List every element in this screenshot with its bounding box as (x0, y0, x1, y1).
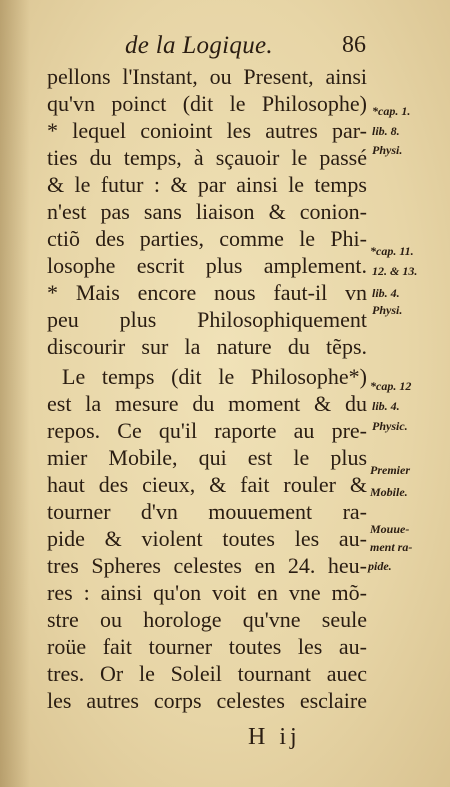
running-title: de la Logique. (125, 32, 273, 59)
page-number: 86 (342, 32, 366, 58)
text-line: discourir sur la nature du tẽps. (47, 334, 367, 359)
text-line: ties du temps, à sçauoir le passé (47, 145, 367, 170)
text-line: tourner d'vn mouuement ra- (47, 499, 367, 524)
text-line: peu plus Philosophiquement (47, 307, 367, 332)
margin-note: pide. (368, 559, 392, 573)
margin-note: Mouue- (370, 522, 410, 536)
margin-note: Physi. (372, 143, 403, 157)
page-gutter-shadow (0, 0, 30, 787)
margin-note: lib. 8. (372, 124, 400, 138)
margin-note: Physi. (372, 303, 403, 317)
text-line: tres Spheres celestes en 24. heu- (47, 553, 367, 578)
margin-note: ment ra- (370, 540, 413, 554)
text-line: est la mesure du moment & du (47, 391, 367, 416)
text-line: ctiõ des parties, comme le Phi- (47, 226, 367, 251)
text-line: stre ou horologe qu'vne seule (47, 607, 367, 632)
margin-note: lib. 4. (372, 399, 400, 413)
margin-note: lib. 4. (372, 286, 400, 300)
margin-note: *cap. 1. (372, 104, 411, 118)
margin-note: Mobile. (370, 485, 408, 499)
text-line: * Mais encore nous faut-il vn (47, 280, 367, 305)
text-line: * lequel conioint les autres par- (47, 118, 367, 143)
margin-note: Premier (370, 463, 410, 477)
text-line: n'est pas sans liaison & conion- (47, 199, 367, 224)
margin-note: 12. & 13. (372, 264, 418, 278)
text-line: Le temps (dit le Philosophe*) (62, 364, 367, 389)
running-header (0, 30, 450, 64)
text-line: haut des cieux, & fait rouler & (47, 472, 367, 497)
text-line: roüe fait tourner toutes les au- (47, 634, 367, 659)
text-line: tres. Or le Soleil tournant auec (47, 661, 367, 686)
text-line: mier Mobile, qui est le plus (47, 445, 367, 470)
margin-note: Physic. (372, 419, 408, 433)
text-line: pellons l'Instant, ou Present, ainsi (47, 64, 367, 89)
text-line: les autres corps celestes esclaire (47, 688, 367, 713)
text-line: repos. Ce qu'il raporte au pre- (47, 418, 367, 443)
text-line: & le futur : & par ainsi le temps (47, 172, 367, 197)
signature-mark: H ij (248, 724, 301, 750)
text-line: qu'vn poinct (dit le Philosophe) (47, 91, 367, 116)
text-line: res : ainsi qu'on voit en vne mõ- (47, 580, 367, 605)
margin-note: *cap. 11. (370, 244, 414, 258)
margin-note: *cap. 12 (370, 379, 412, 393)
text-line: losophe escrit plus amplement. (47, 253, 367, 278)
text-line: pide & violent toutes les au- (47, 526, 367, 551)
